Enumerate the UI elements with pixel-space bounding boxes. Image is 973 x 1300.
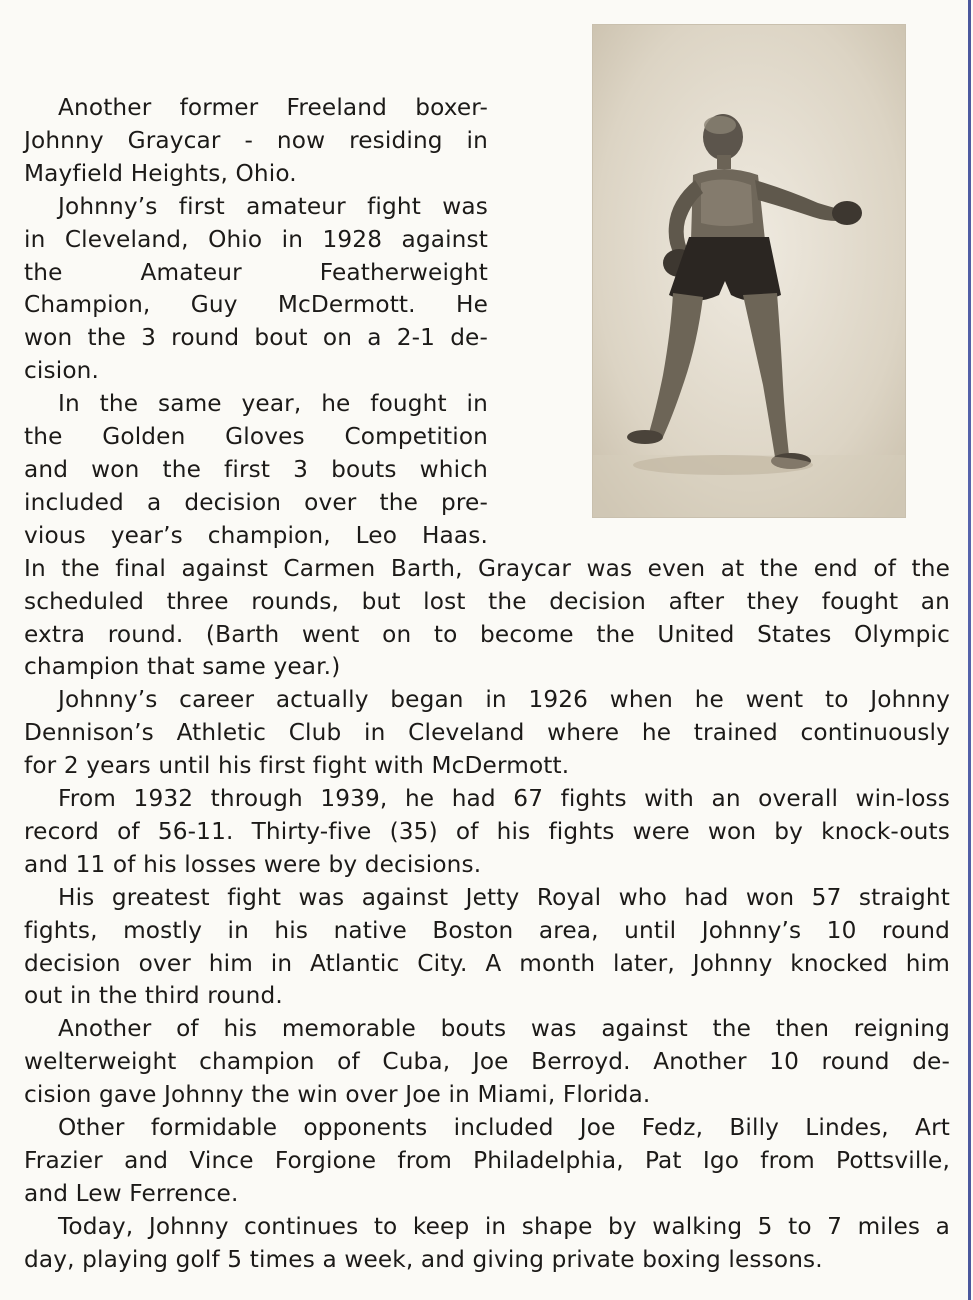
text-line: for 2 years until his first fight with McDermott. — [24, 752, 570, 780]
text-line: In the final against Carmen Barth, Graycar was even at the end of the — [24, 554, 950, 582]
text-line: scheduled three rounds, but lost the decision after they fought an — [24, 587, 950, 615]
text-line: Dennison’s Athletic Club in Cleveland where he trained continuously — [24, 719, 950, 747]
paragraph-record — [24, 783, 950, 882]
paragraph-greatest-fight — [24, 882, 950, 1014]
text-line: decision over him in Atlantic City. A month later, Johnny knocked him — [24, 949, 950, 977]
text-line: day, playing golf 5 times a week, and giving private boxing lessons. — [24, 1245, 823, 1273]
text-line: Johnny’s career actually began in 1926 when he went to Johnny — [58, 686, 950, 714]
text-line: His greatest fight was against Jetty Royal who had won 57 straight — [58, 883, 950, 911]
text-line: welterweight champion of Cuba, Joe Berroyd. Another 10 round de- — [24, 1048, 950, 1076]
text-line: In the same year, he fought in — [58, 390, 488, 418]
text-line: Mayfield Heights, Ohio. — [24, 159, 297, 187]
text-line: and 11 of his losses were by decisions. — [24, 850, 482, 878]
page-edge-rule — [968, 0, 971, 1300]
text-line: fights, mostly in his native Boston area, until Johnny’s 10 round — [24, 916, 950, 944]
text-line: Another of his memorable bouts was against the then reigning — [58, 1015, 950, 1043]
text-line: Today, Johnny continues to keep in shape by walking 5 to 7 miles a — [58, 1212, 950, 1240]
text-line: cision gave Johnny the win over Joe in Miami, Florida. — [24, 1081, 651, 1109]
text-line: and Lew Ferrence. — [24, 1179, 239, 1207]
text-line: cision. — [24, 357, 100, 385]
text-line: Other formidable opponents included Joe Fedz, Billy Lindes, Art — [58, 1114, 950, 1142]
text-line: Johnny Graycar - now residing in — [24, 126, 488, 154]
text-line: the Amateur Featherweight — [24, 258, 488, 286]
text-line: Frazier and Vince Forgione from Philadelphia, Pat Igo from Pottsville, — [24, 1147, 950, 1174]
paragraph-golden-gloves — [24, 388, 950, 684]
text-line: included a decision over the pre- — [24, 488, 488, 516]
text-line: Another former Freeland boxer- — [58, 94, 488, 121]
text-line: champion that same year.) — [24, 653, 341, 681]
text-line: Johnny’s first amateur fight was — [58, 192, 488, 220]
paragraph-career-start — [24, 684, 950, 783]
text-line: won the 3 round bout on a 2-1 de- — [24, 324, 488, 352]
text-line: From 1932 through 1939, he had 67 fights with an overall win-loss — [58, 785, 950, 813]
text-line: the Golden Gloves Competition — [24, 423, 488, 451]
paragraph-intro — [24, 92, 488, 191]
text-line: out in the third round. — [24, 982, 283, 1010]
paragraph-today — [24, 1211, 950, 1277]
paragraph-memorable-bouts — [24, 1013, 950, 1112]
text-line: vious year’s champion, Leo Haas. — [24, 521, 488, 549]
text-line: in Cleveland, Ohio in 1928 against — [24, 225, 488, 253]
text-line: extra round. (Barth went on to become the United States Olympic — [24, 620, 950, 648]
article-body — [24, 92, 950, 1277]
paragraph-opponents — [24, 1112, 950, 1211]
text-line: Champion, Guy McDermott. He — [24, 291, 488, 319]
text-line: and won the first 3 bouts which — [24, 455, 488, 483]
text-line: record of 56-11. Thirty-five (35) of his fights were won by knock-outs — [24, 817, 950, 845]
paragraph-first-fight — [24, 191, 488, 388]
